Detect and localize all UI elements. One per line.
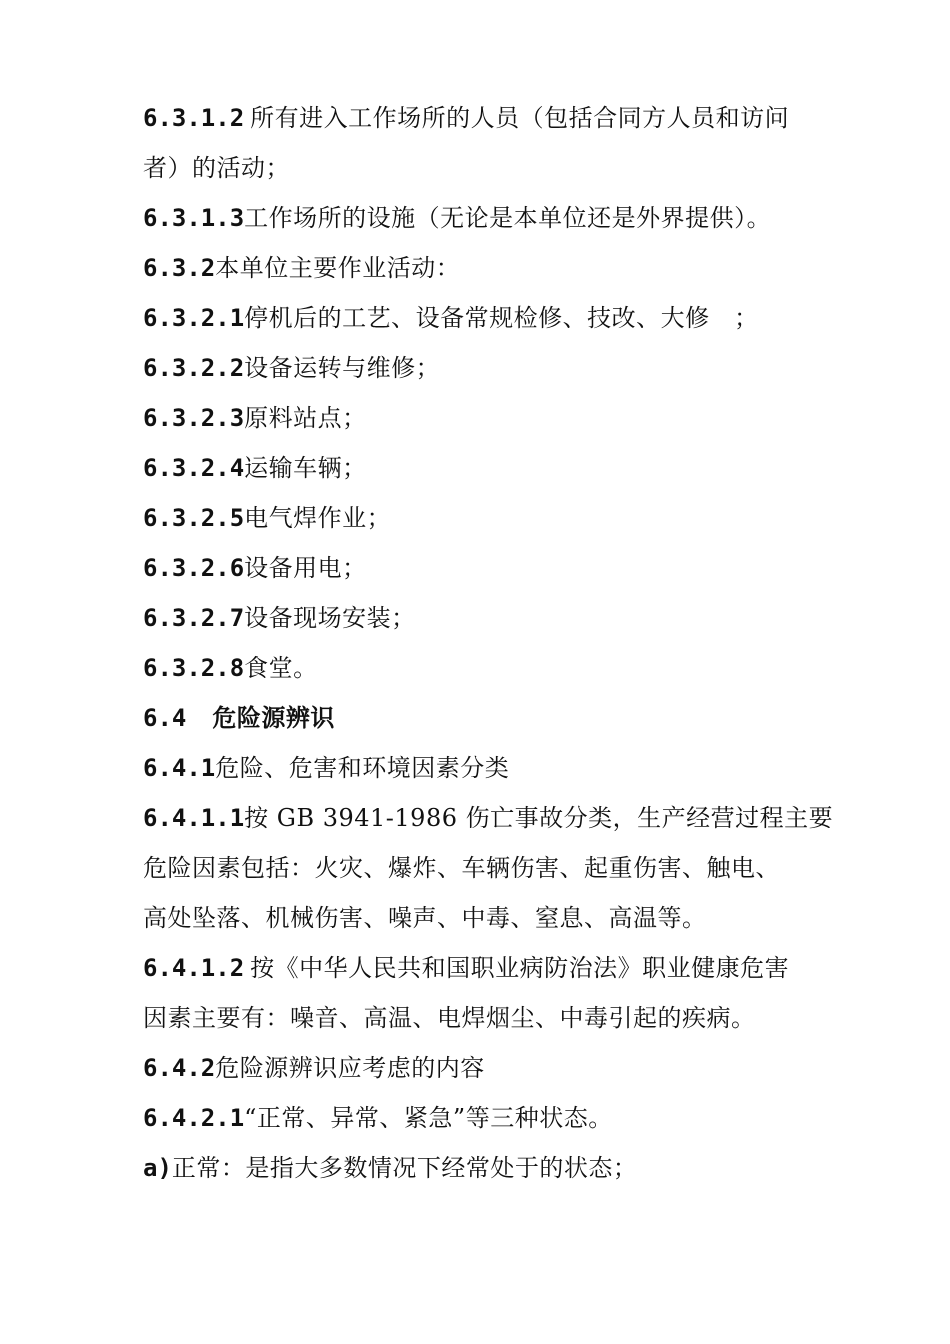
list-item-text: 正常：是指大多数情况下经常处于的状态； (171, 1154, 638, 1182)
clause-text: 危险因素包括：火灾、爆炸、车辆伤害、起重伤害、触电、 (143, 854, 780, 882)
clause-text: 设备运转与维修； (244, 354, 441, 382)
section-number: 6.4 (143, 704, 187, 732)
clause-number: 6.3.2.3 (143, 404, 245, 432)
clause-text: 本单位主要作业活动： (215, 254, 461, 282)
clause-text: 因素主要有：噪音、高温、电焊烟尘、中毒引起的疾病。 (143, 1004, 756, 1032)
clause-6-3-2-3 (143, 393, 823, 443)
clause-text: 高处坠落、机械伤害、噪声、中毒、窒息、高温等。 (143, 904, 707, 932)
clause-6-3-1-2 (143, 93, 823, 143)
clause-number: 6.3.2.4 (143, 454, 245, 482)
clause-6-3-2-2 (143, 343, 823, 393)
clause-number: 6.3.2.2 (143, 354, 245, 382)
clause-text: 按 GB 3941-1986 伤亡事故分类，生产经营过程主要 (244, 804, 834, 832)
clause-number: 6.3.2.1 (143, 304, 245, 332)
list-marker: a) (143, 1154, 172, 1182)
clause-text: 停机后的工艺、设备常规检修、技改、大修 ； (244, 304, 759, 332)
clause-text: 设备用电； (244, 554, 367, 582)
clause-6-3-2 (143, 243, 823, 293)
clause-text: 设备现场安装； (244, 604, 416, 632)
clause-text: 者）的活动； (143, 154, 290, 182)
clause-number: 6.3.2.5 (143, 504, 245, 532)
list-item-a (143, 1143, 823, 1193)
clause-6-3-2-6 (143, 543, 823, 593)
document-body (143, 93, 834, 1193)
clause-continuation (143, 143, 823, 193)
clause-number: 6.3.2.6 (143, 554, 245, 582)
clause-number: 6.3.1.3 (143, 204, 245, 232)
clause-number: 6.4.2 (143, 1054, 216, 1082)
clause-6-3-2-1 (143, 293, 823, 343)
clause-6-3-2-5 (143, 493, 823, 543)
clause-text: 按《中华人民共和国职业病防治法》职业健康危害 (250, 954, 790, 982)
clause-text: 原料站点； (244, 404, 367, 432)
clause-number: 6.3.2.8 (143, 654, 245, 682)
clause-text: 食堂。 (244, 654, 318, 682)
clause-continuation (143, 993, 823, 1043)
clause-6-3-1-3 (143, 193, 823, 243)
clause-number: 6.3.2 (143, 254, 216, 282)
clause-text: “正常、异常、紧急”等三种状态。 (244, 1104, 613, 1132)
clause-6-4-1-2 (143, 943, 823, 993)
clause-6-4-2-1 (143, 1093, 823, 1143)
clause-text: 所有进入工作场所的人员（包括合同方人员和访问 (250, 104, 790, 132)
clause-continuation (143, 893, 823, 943)
clause-6-3-2-4 (143, 443, 823, 493)
clause-text: 电气焊作业； (244, 504, 392, 532)
clause-text: 危险、危害和环境因素分类 (215, 754, 510, 782)
clause-continuation (143, 843, 823, 893)
clause-6-4-2 (143, 1043, 823, 1093)
clause-number: 6.3.1.2 (143, 104, 245, 132)
clause-number: 6.4.1.2 (143, 954, 245, 982)
clause-text: 工作场所的设施（无论是本单位还是外界提供）。 (244, 204, 772, 232)
clause-number: 6.3.2.7 (143, 604, 245, 632)
clause-6-3-2-8 (143, 643, 823, 693)
clause-6-3-2-7 (143, 593, 823, 643)
section-title: 危险源辨识 (212, 703, 335, 732)
clause-number: 6.4.2.1 (143, 1104, 245, 1132)
clause-text: 运输车辆； (244, 454, 367, 482)
section-heading-6-4 (143, 693, 823, 743)
clause-text: 危险源辨识应考虑的内容 (215, 1054, 485, 1082)
clause-number: 6.4.1 (143, 754, 216, 782)
clause-6-4-1 (143, 743, 823, 793)
clause-number: 6.4.1.1 (143, 804, 245, 832)
clause-6-4-1-1 (143, 793, 834, 843)
